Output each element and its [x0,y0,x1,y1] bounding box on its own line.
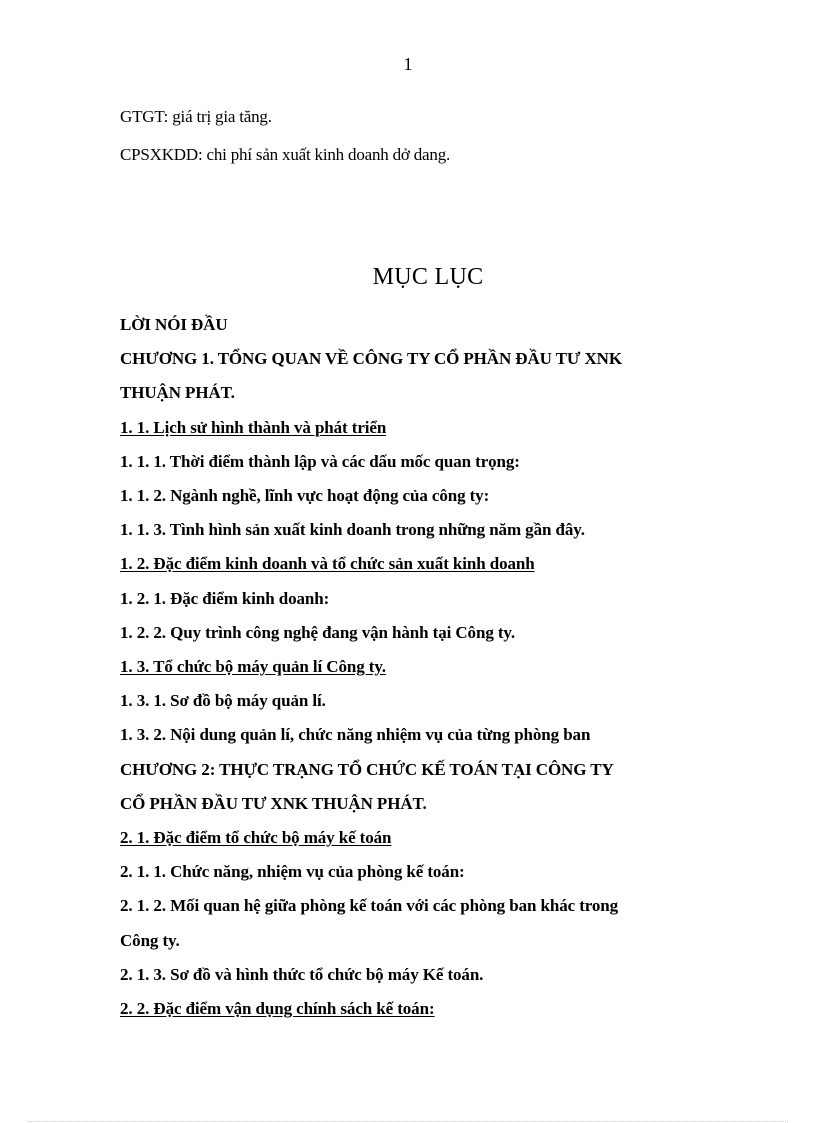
abbreviation-gtgt: GTGT: giá trị gia tăng. [120,107,272,126]
toc-entry-chapter-2-cont: CỔ PHẦN ĐẦU TƯ XNK THUẬN PHÁT. [120,793,427,813]
toc-entry-1-1: 1. 1. Lịch sử hình thành và phát triển [120,417,387,437]
toc-entry-chapter-1-cont: THUẬN PHÁT. [120,383,235,403]
toc-entry-1-2-2: 1. 2. 2. Quy trình công nghệ đang vận hành tại Công ty. [120,622,516,642]
toc-entry-2-2: 2. 2. Đặc điểm vận dụng chính sách kế toán: [120,999,435,1019]
abbreviation-cpsxkdd: CPSXKDD: chi phí sản xuất kinh doanh dở dang. [120,145,451,164]
toc-entry-1-1-2: 1. 1. 2. Ngành nghề, lĩnh vực hoạt động của công ty: [120,486,490,506]
toc-entry-2-1-2: 2. 1. 2. Mối quan hệ giữa phòng kế toán với các phòng ban khác trong [120,896,619,916]
toc-entry-chapter-1: CHƯƠNG 1. TỔNG QUAN VỀ CÔNG TY CỔ PHẦN ĐẦU TƯ XNK [120,349,622,369]
table-of-contents [120,308,720,1026]
page-bottom-divider [28,1121,788,1122]
toc-entry-1-1-1: 1. 1. 1. Thời điểm thành lập và các dấu mốc quan trọng: [120,451,520,471]
toc-entry-2-1-2-cont: Công ty. [120,930,180,950]
toc-title: MỤC LỤC [372,264,484,290]
toc-entry-2-1-1: 2. 1. 1. Chức năng, nhiệm vụ của phòng kế toán: [120,862,465,882]
toc-entry-chapter-2: CHƯƠNG 2: THỰC TRẠNG TỔ CHỨC KẾ TOÁN TẠI CÔNG TY [120,759,614,779]
toc-entry-2-1: 2. 1. Đặc điểm tổ chức bộ máy kế toán [120,828,392,848]
toc-entry-1-3: 1. 3. Tổ chức bộ máy quản lí Công ty. [120,657,386,677]
page-number: 1 [403,54,413,74]
toc-entry-1-2: 1. 2. Đặc điểm kinh doanh và tổ chức sản xuất kinh doanh [120,554,535,574]
toc-entry-2-1-3: 2. 1. 3. Sơ đồ và hình thức tổ chức bộ máy Kế toán. [120,964,484,984]
toc-entry-preface: LỜI NÓI ĐẦU [120,315,228,334]
toc-entry-1-1-3: 1. 1. 3. Tình hình sản xuất kinh doanh trong những năm gần đây. [120,520,585,540]
toc-entry-1-2-1: 1. 2. 1. Đặc điểm kinh doanh: [120,588,330,608]
toc-entry-1-3-2: 1. 3. 2. Nội dung quản lí, chức năng nhiệm vụ của từng phòng ban [120,725,591,745]
toc-entry-1-3-1: 1. 3. 1. Sơ đồ bộ máy quản lí. [120,691,326,711]
